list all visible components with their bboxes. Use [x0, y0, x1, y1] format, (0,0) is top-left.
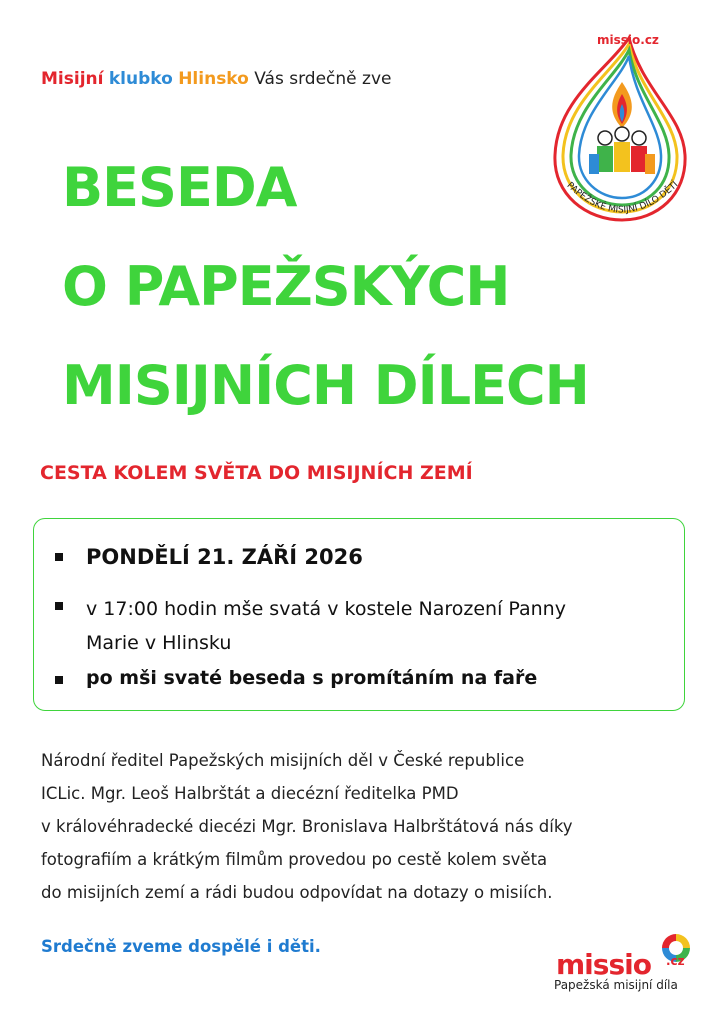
- description-line: ICLic. Mgr. Leoš Halbrštát a diecézní ředitelka PMD: [41, 784, 459, 803]
- bullet-icon: [55, 553, 69, 561]
- bullet-icon: [55, 676, 69, 684]
- missio-logo: [552, 930, 702, 996]
- page-title: [62, 138, 589, 435]
- mass-info: [86, 592, 566, 660]
- title-line-2: O PAPEŽSKÝCH: [62, 255, 510, 318]
- description-line: Národní ředitel Papežských misijních děl v České republice: [41, 751, 525, 770]
- intro-word-klubko: klubko: [108, 69, 173, 89]
- logo-brand-text: missio.cz: [597, 33, 659, 47]
- intro-word-misijni: Misijní: [41, 69, 104, 89]
- description-paragraph: [41, 744, 701, 909]
- description-line: do misijních zemí a rádi budou odpovídat na dotazy o misiích.: [41, 883, 553, 902]
- mass-info-line-1: v 17:00 hodin mše svatá v kostele Narození Panny: [86, 598, 566, 620]
- intro-invitation-text: Vás srdečně zve: [254, 69, 392, 89]
- title-line-3: MISIJNÍCH DÍLECH: [62, 354, 589, 417]
- closing-invitation: Srdečně zveme dospělé i děti.: [41, 937, 321, 956]
- missio-domain: .cz: [666, 954, 685, 968]
- after-mass-info: po mši svaté beseda s promítáním na faře: [86, 667, 538, 689]
- description-line: v královéhradecké diecézi Mgr. Bronislava Halbrštátová nás díky: [41, 817, 573, 836]
- description-line: fotografiím a krátkým filmům provedou po cestě kolem světa: [41, 850, 548, 869]
- event-date: PONDĚLÍ 21. ZÁŘÍ 2026: [86, 545, 363, 569]
- subtitle: CESTA KOLEM SVĚTA DO MISIJNÍCH ZEMÍ: [40, 462, 473, 484]
- missio-wordmark: missio: [556, 948, 651, 981]
- logo-ring-text: PAPEŽSKÉ MISIJNÍ DÍLO DĚTÍ: [564, 179, 681, 216]
- bullet-icon: [55, 602, 69, 610]
- invitation-line: [41, 69, 391, 89]
- intro-word-hlinsko: Hlinsko: [178, 69, 249, 89]
- title-line-1: BESEDA: [62, 156, 297, 219]
- missio-subtitle: Papežská misijní díla: [554, 978, 678, 992]
- mass-info-line-2: Marie v Hlinsku: [86, 632, 232, 654]
